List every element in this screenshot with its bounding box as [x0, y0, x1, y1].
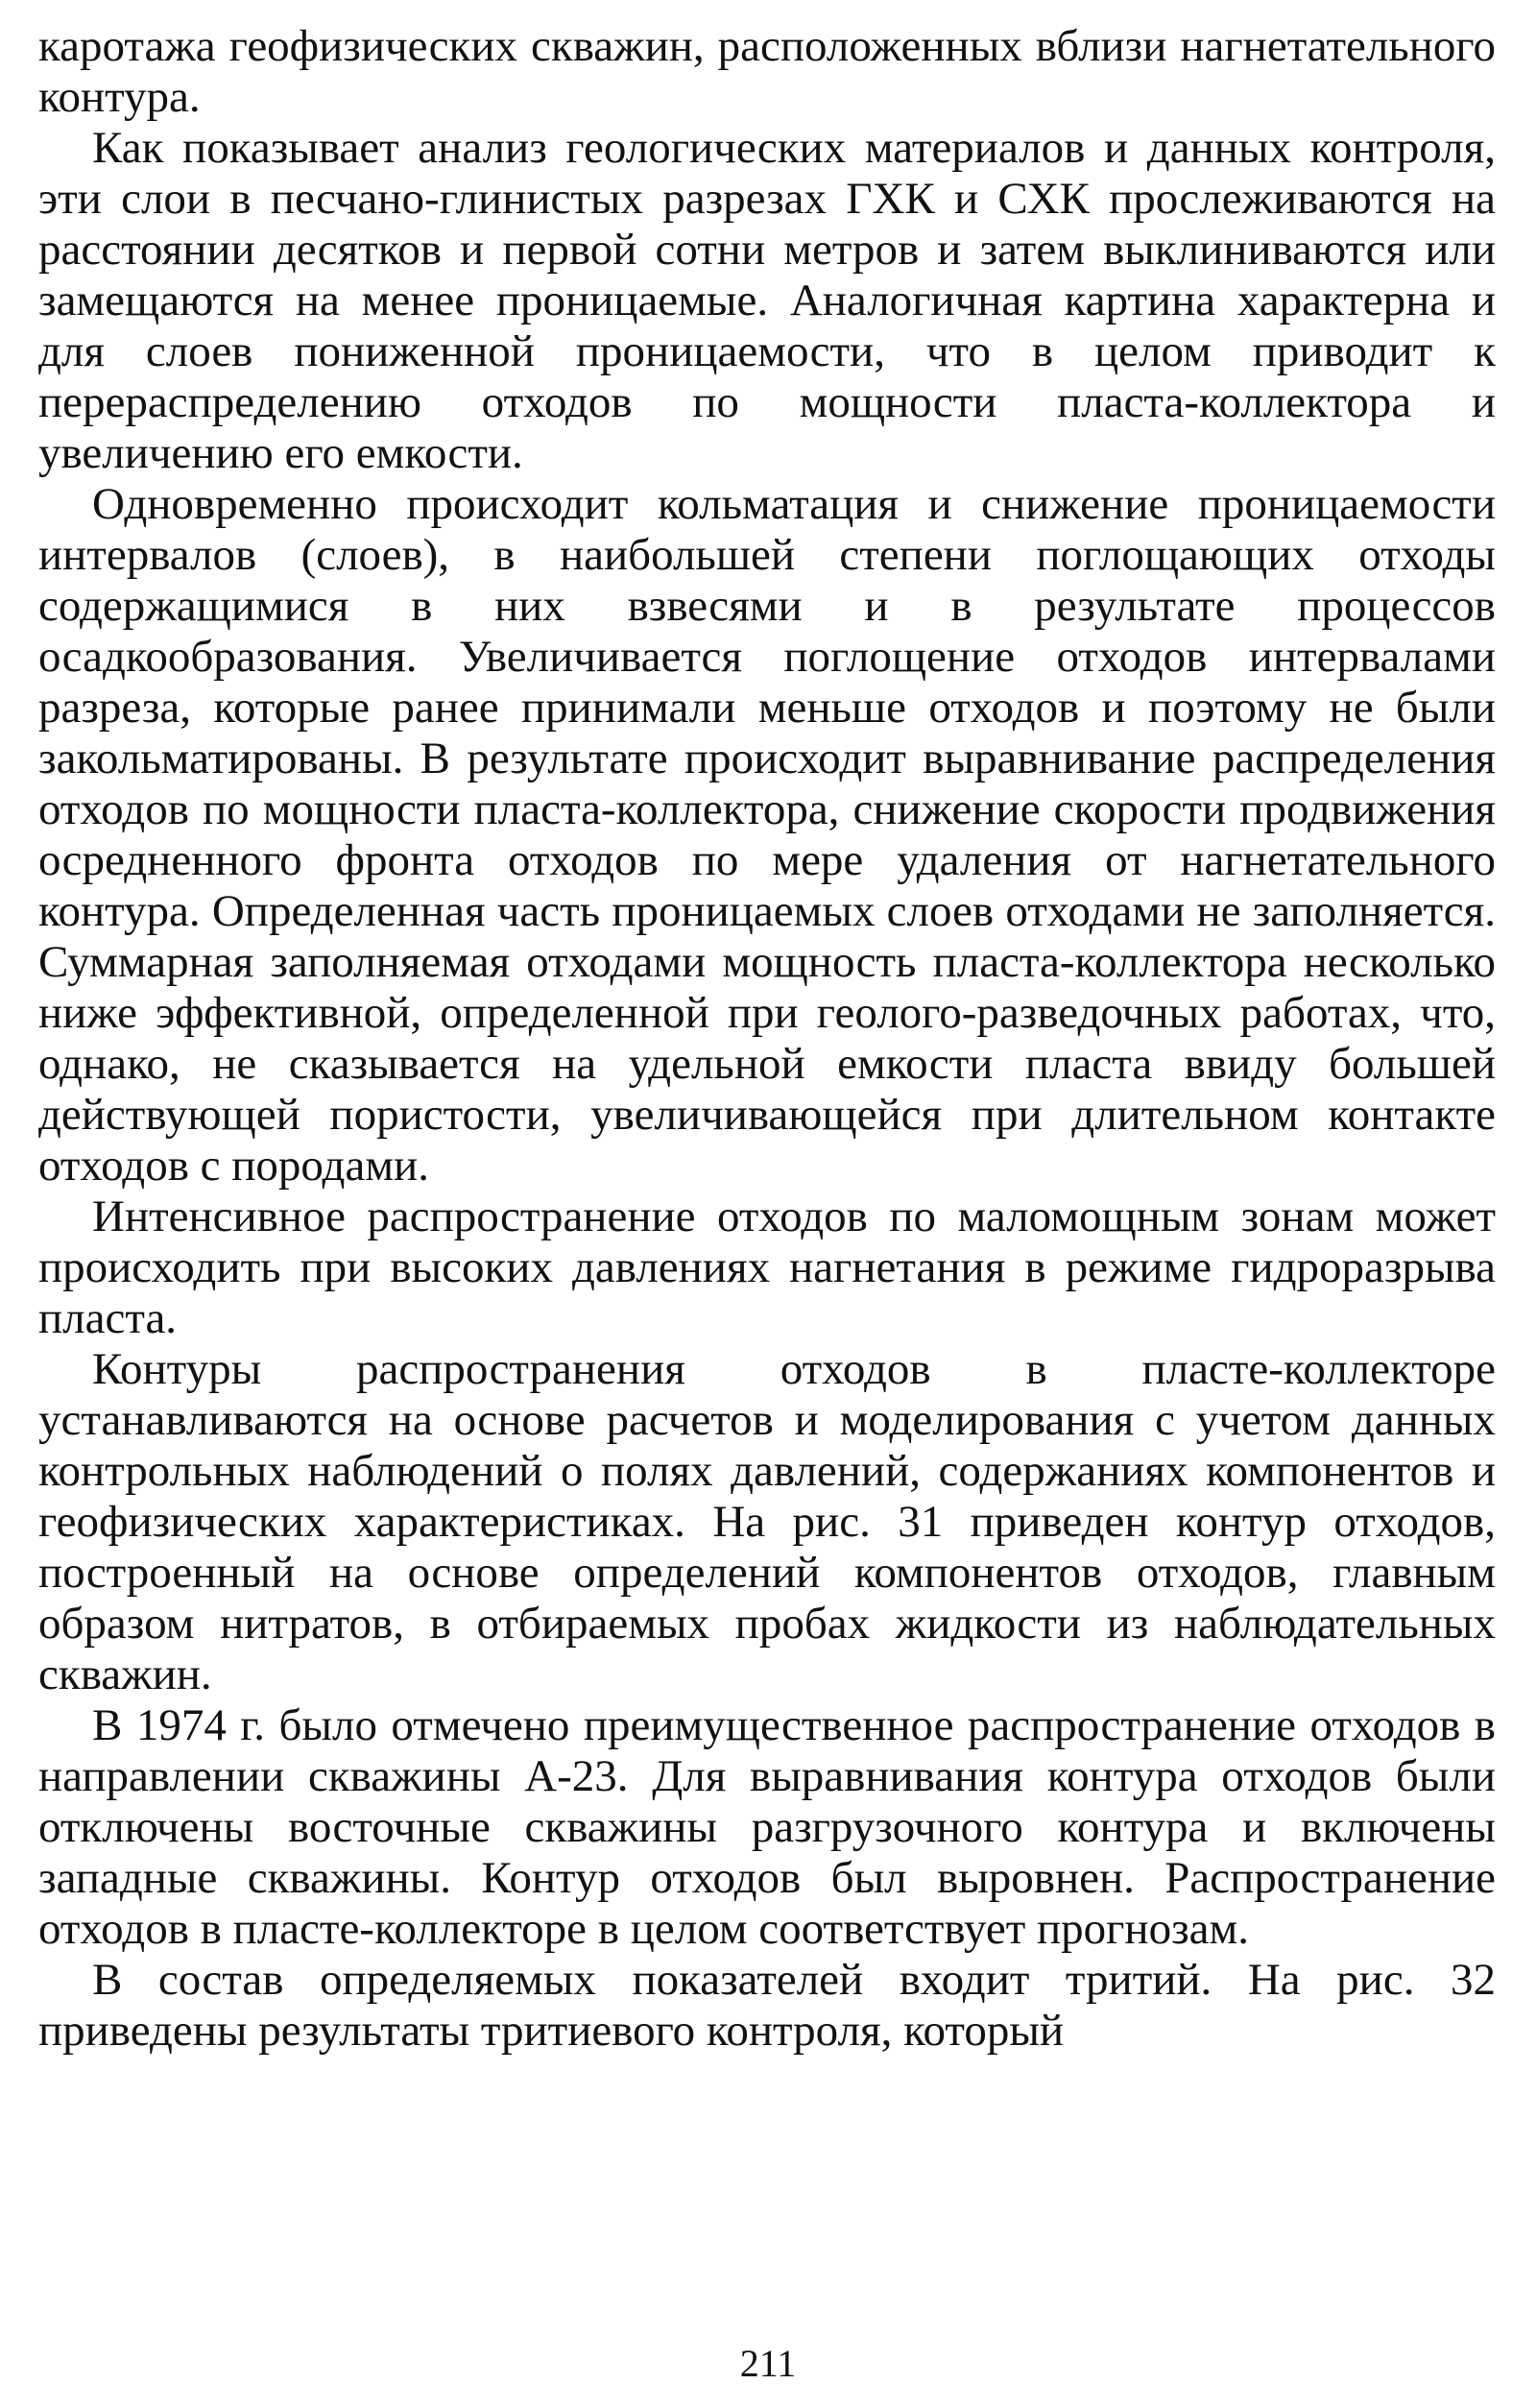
paragraph-7: В состав определяемых показателей входит тритий. На рис. 32 приведены результаты тритиевого контроля, который	[38, 1955, 1496, 2056]
paragraph-3: Одновременно происходит кольматация и снижение проницаемости интервалов (слоев), в наибольшей степени поглощающих отходы содержащимися в них взвесями и в результате процессов осадкообразования. Увеличивается поглощение отходов интервалами разреза, которые ранее принимали меньше отходов и поэтому не были закольматированы. В результате происходит выравнивание распределения отходов по мощности пласта-коллектора, снижение скорости продвижения осредненного фронта отходов по мере удаления от нагнетательного контура. Определенная часть проницаемых слоев отходами не заполняется. Суммарная заполняемая отходами мощность пласта-коллектора несколько ниже эффективной, определенной при геолого-разведочных работах, что, однако, не сказывается на удельной емкости пласта ввиду большей действующей пористости, увеличивающейся при длительном контакте отходов с породами.	[38, 479, 1496, 1191]
paragraph-6: В 1974 г. было отмечено преимущественное распространение отходов в направлении скважины А-23. Для выравнивания контура отходов были отключены восточные скважины разгрузочного контура и включены западные скважины. Контур отходов был выровнен. Распространение отходов в пласте-коллекторе в целом соответствует прогнозам.	[38, 1700, 1496, 1954]
paragraph-4: Интенсивное распространение отходов по маломощным зонам может происходить при высоких давлениях нагнетания в режиме гидроразрыва пласта.	[38, 1192, 1496, 1343]
paragraph-1: каротажа геофизических скважин, расположенных вблизи нагнетательного контура.	[38, 21, 1496, 122]
paragraph-2: Как показывает анализ геологических материалов и данных контроля, эти слои в песчано-глинистых разрезах ГХК и СХК прослеживаются на расстоянии десятков и первой сотни метров и затем выклиниваются или замещаются на менее проницаемые. Аналогичная картина характерна и для слоев пониженной проницаемости, что в целом приводит к перераспределению отходов по мощности пласта-коллектора и увеличению его емкости.	[38, 123, 1496, 478]
page-number: 211	[739, 2342, 797, 2385]
page-body	[38, 21, 1496, 2057]
paragraph-5: Контуры распространения отходов в пласте-коллекторе устанавливаются на основе расчетов и моделирования с учетом данных контрольных наблюдений о полях давлений, содержаниях компонентов и геофизических характеристиках. На рис. 31 приведен контур отходов, построенный на основе определений компонентов отходов, главным образом нитратов, в отбираемых пробах жидкости из наблюдательных скважин.	[38, 1344, 1496, 1699]
